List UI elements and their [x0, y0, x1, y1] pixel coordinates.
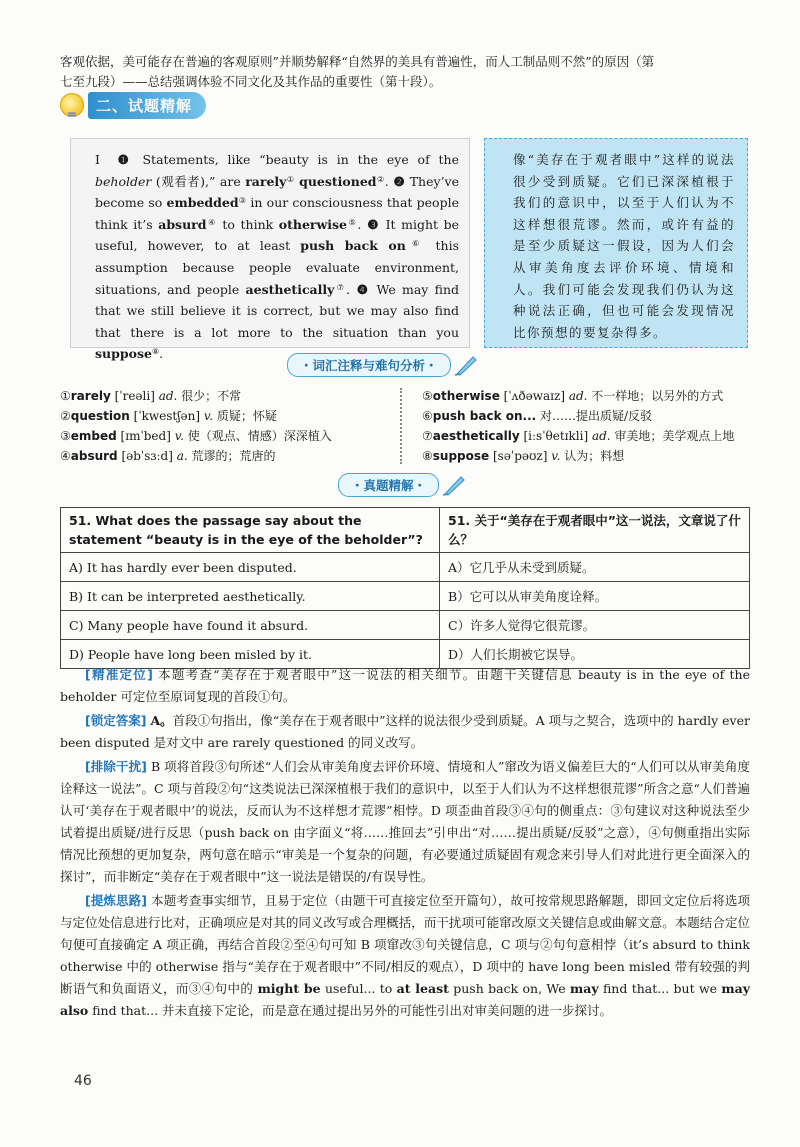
option-en: D) People have long been misled by it. [61, 640, 440, 669]
vocab-word: suppose [432, 449, 490, 463]
vocab-marker: ① [286, 174, 295, 184]
passage-fragment: They’ve become so [95, 173, 459, 211]
vocab-pos: a. [176, 449, 188, 463]
vocab-meaning: 对……提出质疑/反驳 [540, 409, 653, 423]
vocab-meaning: 质疑；怀疑 [213, 409, 277, 423]
vocab-highlight: embedded [166, 195, 239, 211]
option-en: C) Many people have found it absurd. [61, 611, 440, 640]
vocab-ipa: [ɪmˈbed] [116, 429, 175, 443]
analysis-text: 首段①句指出，像“美存在于观者眼中”这样的说法很少受到质疑。A 项与之契合，选项中的 hardly ever been disputed 是对文中 are rarely questioned 的同义改写。 [60, 713, 750, 750]
part-label: I [95, 152, 100, 167]
vocab-highlight: absurd [158, 216, 207, 232]
question-zh: 51. 关于“美存在于观者眼中”这一说法，文章说了什么？ [440, 508, 750, 553]
passage-fragment: in our consciousness that people think it’s [95, 195, 459, 232]
sentence-marker: ❹ [350, 281, 371, 297]
vocab-marker: ③ [238, 196, 247, 206]
vocab-ipa: [səˈpəʊz] [489, 449, 552, 463]
vocab-word: embed [70, 429, 117, 443]
vocab-item [422, 386, 752, 406]
option-zh: D）人们长期被它误导。 [440, 640, 750, 669]
vocab-ipa: [əbˈsɜːd] [117, 449, 177, 463]
sentence-marker: ❷ [388, 173, 406, 189]
passage-fragment: (观看者),” are [151, 173, 246, 189]
vocab-num: ⑦ [422, 429, 433, 443]
vocab-meaning: 很少；不常 [177, 389, 242, 403]
emphasis: might be [257, 981, 321, 996]
translation-text: 像“美存在于观者眼中”这样的说法很少受到质疑。它们已深深植根于我们的意识中，以至于人们认为不这样想很荒谬。然而，或许有益的是至少质疑这一假设，因为人们会从审美角度去评价环境、情境和人。我们可能会发现我们仍认为这种说法正确，但也可能会发现情况比你预想的要复杂得多。 [513, 152, 735, 340]
vocab-marker: ⑦ [334, 282, 347, 292]
vocab-pos: ad. [568, 389, 588, 403]
vocab-word: question [70, 409, 130, 423]
vocab-marker: ⑧ [151, 347, 160, 357]
vocab-pos: v. [203, 409, 214, 423]
answer-letter: A。 [150, 713, 173, 728]
analysis-paragraph [60, 664, 750, 708]
question-table [60, 507, 750, 669]
quill-pen-icon [441, 474, 467, 496]
vocab-item [60, 426, 390, 446]
vocab-item [422, 446, 752, 466]
passage-fragment: to think [216, 216, 279, 232]
vocab-ipa: [ˈreəli] [110, 389, 159, 403]
vocab-word: push back on... [432, 409, 537, 423]
intro-line-2: 七至九段）——总结强调体验不同文化及其作品的重要性（第十段）。 [60, 74, 442, 89]
emphasis: may [570, 981, 599, 996]
vocab-pos: v. [551, 449, 561, 463]
option-zh: A）它几乎从未受到质疑。 [440, 553, 750, 582]
section-title: 二、试题精解 [88, 92, 206, 119]
vocab-meaning: 认为；料想 [560, 449, 625, 463]
vocab-num: ⑤ [422, 389, 433, 403]
vocab-marker: ⑤ [347, 217, 358, 227]
vocab-column-left [60, 386, 390, 466]
vocab-banner [287, 354, 479, 376]
analysis-paragraph [60, 710, 750, 754]
question-en: 51. What does the passage say about the statement “beauty is in the eye of the beholder”? [61, 508, 440, 553]
passage-fragment: . [384, 173, 389, 189]
vocab-ipa: [iːsˈθetɪkli] [519, 429, 592, 443]
analysis-text: find that... but we [598, 981, 722, 996]
analysis-text: useful... to [320, 981, 397, 996]
vocab-ipa: [ˈkwestʃən] [129, 409, 204, 423]
vocab-word: otherwise [432, 389, 500, 403]
analysis-section [60, 664, 750, 1024]
vocab-marker: ④ [206, 217, 217, 227]
vocab-pos: ad. [158, 389, 178, 403]
vocab-marker: ⑥ [405, 239, 426, 249]
emphasis: may also [60, 981, 750, 1018]
vocab-highlight: rarely [245, 173, 287, 189]
vocab-column-right [422, 386, 752, 466]
passage-fragment: beholder [95, 173, 152, 189]
vocab-highlight: push back on [300, 238, 406, 254]
vocab-banner-label: ・词汇注释与难句分析・ [287, 353, 451, 377]
quill-pen-icon [453, 354, 479, 376]
passage-fragment: . [357, 216, 362, 232]
vocab-word: absurd [70, 449, 118, 463]
analysis-text: 本题考查“美存在于观者眼中”这一说法的相关细节。由题干关键信息 beauty is in the eye of the beholder 可定位至原词复现的首段①句。 [60, 667, 750, 704]
vocab-highlight: otherwise [278, 216, 348, 232]
passage-fragment: this assumption because people evaluate environment, situations, and people [95, 238, 459, 297]
vocab-num: ② [60, 409, 71, 423]
vocab-pos: ad. [591, 429, 611, 443]
tag-locate: [精准定位] [85, 667, 153, 682]
analysis-text: B 项将首段③句所述“人们会从审美角度去评价环境、情境和人”窜改为语义偏差巨大的“人们可以从审美角度诠释这一说法”。C 项与首段②句“这类说法已深深植根于我们的意识中，以至于人们认为不这样想很荒谬”所含之意“人们普遍认可‘美存在于观者眼中’的说法，反而认为不这样想才荒谬”相悖。D 项歪曲首段③④句的侧重点：③句建议对这种说法至少试着提出质疑/进行反思（push back on 由字面义“将……推回去”引申出“对……提出质疑/反驳”之意），④句侧重指出实际情况比预想的更加复杂，两句意在暗示“审美是一个复杂的问题，有必要通过质疑固有观念来引导人们对此进行更全面深入的探讨”，而非断定“美存在于观者眼中”这一说法是错误的/有误导性。 [60, 759, 750, 884]
vocab-item [60, 406, 390, 426]
page-number: 46 [74, 1073, 92, 1089]
vocab-item [422, 406, 752, 426]
vocab-divider [400, 388, 402, 464]
option-en: A) It has hardly ever been disputed. [61, 553, 440, 582]
passage-fragment: We may find that we still believe it is correct, but we may also find that there is a lot more to the situation than you [95, 281, 460, 340]
vocab-word: aesthetically [432, 429, 520, 443]
vocab-meaning: 不一样地；以另外的方式 [587, 389, 724, 403]
vocab-item [60, 386, 390, 406]
vocab-meaning: 使（观点、情感）深深植入 [183, 429, 332, 443]
lightbulb-icon [60, 93, 84, 117]
passage-fragment: It might be useful, however, to at least [95, 216, 460, 254]
analysis-text: push back on, We [448, 981, 570, 996]
intro-text [60, 52, 750, 92]
vocab-highlight: suppose [95, 346, 152, 362]
option-en: B) It can be interpreted aesthetically. [61, 582, 440, 611]
vocab-highlight: aesthetically [245, 281, 335, 297]
vocab-num: ① [60, 389, 71, 403]
analysis-text: find that... 并未直接下定论，而是意在通过提出另外的可能性引出对审美问题的进一步探讨。 [88, 1003, 613, 1018]
translation-box [484, 138, 748, 348]
vocab-item [60, 446, 390, 466]
tag-answer: [锁定答案] [85, 713, 147, 728]
vocab-meaning: 审美地；美学观点上地 [610, 429, 735, 443]
section-heading [60, 92, 206, 118]
option-row [61, 553, 750, 582]
exam-banner [338, 474, 467, 496]
exam-banner-label: ・真题精解・ [338, 473, 439, 497]
vocab-num: ⑧ [422, 449, 433, 463]
vocab-item [422, 426, 752, 446]
passage-text [95, 149, 459, 365]
vocab-highlight: questioned [299, 173, 377, 189]
emphasis: at least [396, 981, 449, 996]
intro-line-1: 客观依据，美可能存在普遍的客观原则”并顺势解释“自然界的美具有普遍性，而人工制品则不然”的原因（第 [60, 54, 655, 69]
analysis-paragraph [60, 890, 750, 1022]
passage-fragment: . [346, 281, 351, 297]
vocab-pos: v. [174, 429, 184, 443]
analysis-text: 本题考查事实细节，且易于定位（由题干可直接定位至开篇句），故可按常规思路解题，即回文定位后将选项与定位处信息进行比对，正确项应是对其的同义改写或合理概括，而干扰项可能窜改原文关键信息或曲解文意。本题结合定位句便可直接确定 A 项正确，再结合首段②至④句可知 B 项窜改③句关键信息，C 项与②句句意相悖（it’s absurd to think otherwise 中的 otherwise 指与“美存在于观者眼中”不同/相反的观点），D 项中的 have long been misled 带有较强的判断语气和负面语义，而③④句中的 [60, 893, 750, 996]
sentence-marker: ❶ [117, 152, 134, 167]
vocab-num: ③ [60, 429, 71, 443]
passage-fragment: Statements, like “beauty is in the eye of the [133, 152, 459, 167]
tag-eliminate: [排除干扰] [85, 759, 147, 774]
vocab-word: rarely [70, 389, 111, 403]
vocab-ipa: [ˈʌðəwaɪz] [499, 389, 569, 403]
passage-box [70, 138, 470, 362]
option-row [61, 582, 750, 611]
vocab-marker: ② [376, 174, 385, 184]
option-zh: B）它可以从审美角度诠释。 [440, 582, 750, 611]
option-zh: C）许多人觉得它很荒谬。 [440, 611, 750, 640]
vocab-num: ⑥ [422, 409, 433, 423]
analysis-paragraph [60, 756, 750, 888]
question-row [61, 508, 750, 553]
vocab-list [60, 386, 750, 466]
vocab-num: ④ [60, 449, 71, 463]
option-row [61, 611, 750, 640]
vocab-meaning: 荒谬的；荒唐的 [187, 449, 276, 463]
passage-fragment: . [159, 346, 164, 362]
sentence-marker: ❸ [361, 216, 381, 232]
tag-strategy: [提炼思路] [85, 893, 147, 908]
